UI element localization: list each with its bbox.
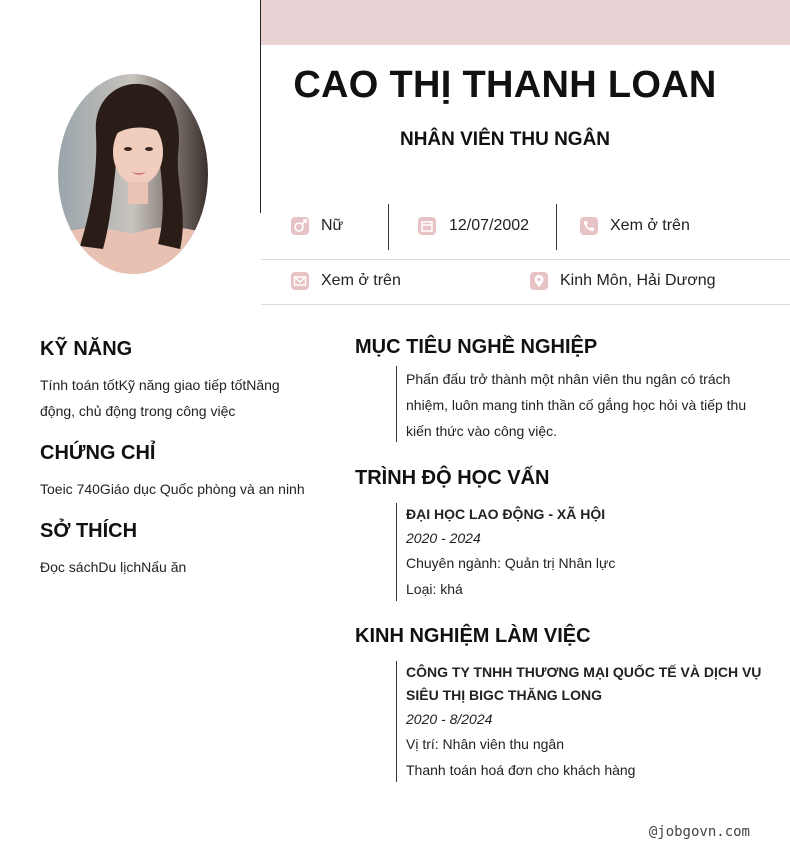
objective-heading: MỤC TIÊU NGHỀ NGHIỆP — [355, 336, 598, 358]
hobbies-text: Đọc sáchDu lịchNấu ăn — [40, 559, 187, 575]
header-band — [261, 0, 790, 45]
experience-period: 2020 - 8/2024 — [406, 711, 493, 727]
education-heading: TRÌNH ĐỘ HỌC VẤN — [355, 467, 550, 489]
gender-icon — [291, 217, 309, 240]
portrait-illustration — [58, 74, 208, 274]
education-grade: Loại: khá — [406, 581, 463, 597]
objective-text: Phấn đấu trở thành một nhân viên thu ngân có trách nhiệm, luôn mang tinh thần cố gắng học hỏi và tiếp thu kiến thức vào công việc. — [406, 371, 747, 439]
info-divider — [388, 204, 389, 250]
phone-icon — [580, 217, 598, 240]
footer-watermark: @jobgovn.com — [648, 824, 750, 840]
email-value: Xem ở trên — [321, 272, 401, 289]
gender-value: Nữ — [321, 217, 344, 234]
experience-heading: KINH NGHIỆM LÀM VIỆC — [355, 625, 591, 647]
experience-duty: Thanh toán hoá đơn cho khách hàng — [406, 762, 636, 778]
location-icon — [530, 272, 548, 295]
objective-block — [396, 366, 766, 442]
email-icon — [291, 272, 309, 295]
skills-heading: KỸ NĂNG — [40, 338, 133, 360]
education-period: 2020 - 2024 — [406, 530, 481, 546]
education-school: ĐẠI HỌC LAO ĐỘNG - XÃ HỘI — [406, 506, 606, 522]
candidate-name: CAO THỊ THANH LOAN — [293, 64, 717, 106]
education-block — [396, 503, 766, 601]
info-row-separator — [261, 304, 790, 305]
certificates-text: Toeic 740Giáo dục Quốc phòng và an ninh — [40, 481, 305, 497]
skills-text: Tính toán tốtKỹ năng giao tiếp tốtNăng động, chủ động trong công việc — [40, 377, 280, 419]
hobbies-heading: SỞ THÍCH — [40, 520, 138, 542]
profile-photo — [58, 74, 208, 274]
calendar-icon — [418, 217, 436, 240]
certificates-heading: CHỨNG CHỈ — [40, 442, 156, 464]
address-value: Kinh Môn, Hải Dương — [560, 272, 716, 289]
birthday-value: 12/07/2002 — [449, 217, 530, 234]
info-row-separator — [261, 259, 790, 260]
experience-company: CÔNG TY TNHH THƯƠNG MẠI QUỐC TẾ VÀ DỊCH VỤ SIÊU THỊ BIGC THĂNG LONG — [406, 664, 762, 703]
education-major: Chuyên ngành: Quản trị Nhân lực — [406, 555, 616, 571]
experience-block — [396, 661, 766, 782]
phone-value: Xem ở trên — [610, 217, 690, 234]
job-position: NHÂN VIÊN THU NGÂN — [399, 129, 611, 150]
experience-role: Vị trí: Nhân viên thu ngân — [406, 736, 564, 752]
info-divider — [556, 204, 557, 250]
